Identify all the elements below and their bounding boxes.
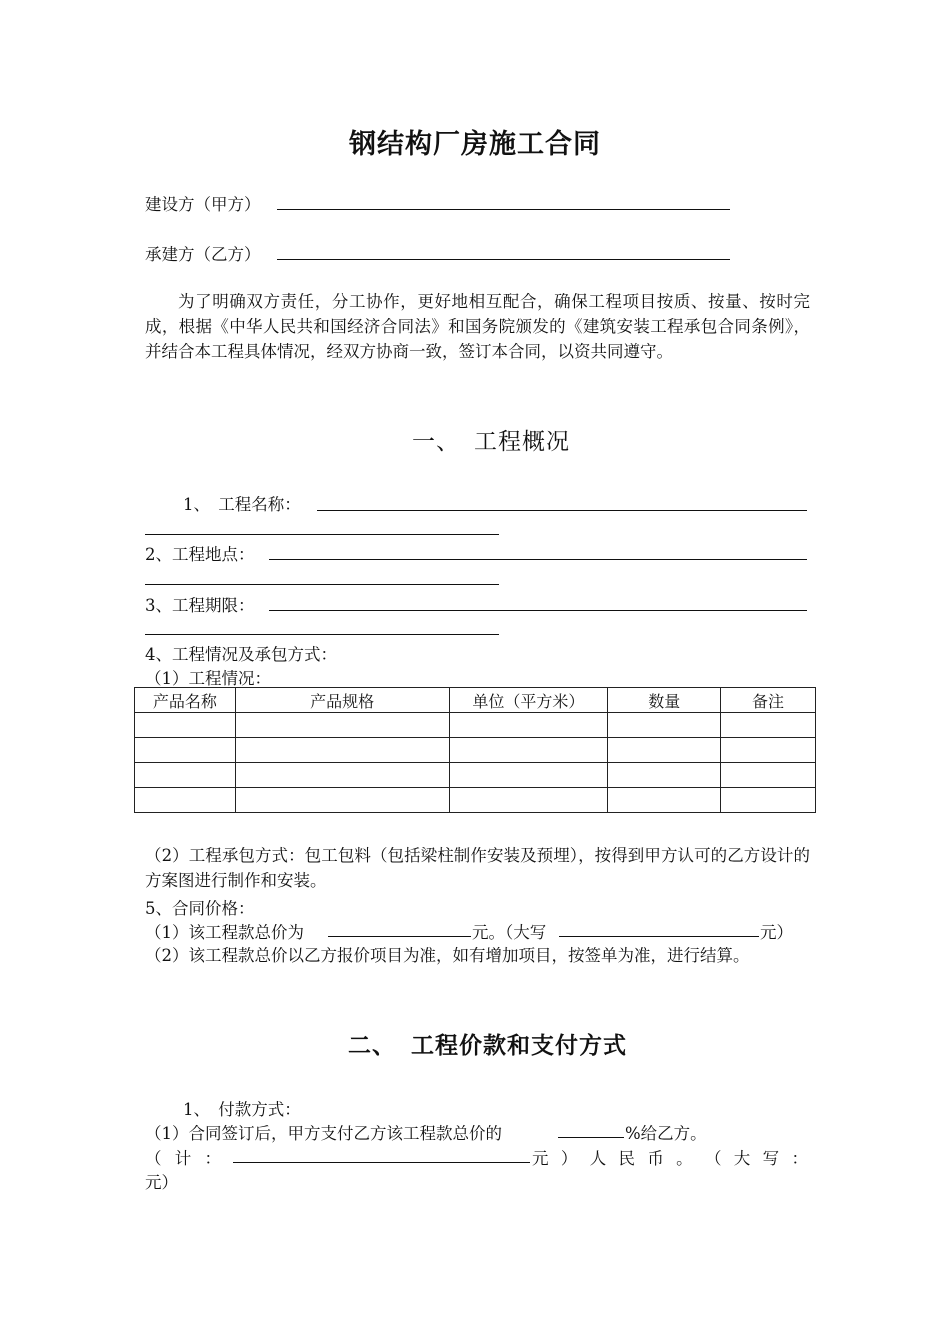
project-period-label: 3、工程期限： [145, 596, 255, 615]
calc-char: 。 [676, 1149, 693, 1168]
table-cell[interactable] [235, 788, 449, 813]
calc-suffix [532, 1145, 808, 1169]
calc-char: 元 [532, 1149, 549, 1168]
col-quantity: 数量 [608, 688, 721, 713]
calc-char: 民 [618, 1149, 635, 1168]
calc-char: 人 [589, 1149, 607, 1168]
intro-paragraph: 为了明确双方责任，分工协作，更好地相互配合，确保工程项目按质、按量、按时完成，根据《中华人民共和国经济合同法》和国务院颁发的《建筑安装工程承包合同条例》，并结合本工程具体情况，经双方协商一致，签订本合同，以资共同遵守。 [145, 292, 810, 361]
project-name-label: 1、 工程名称： [183, 495, 301, 514]
calc-end: 元） [145, 1173, 178, 1192]
section2-number: 二、 [348, 1033, 396, 1059]
table-cell[interactable] [135, 763, 236, 788]
project-name-field[interactable] [317, 510, 807, 511]
project-period-field[interactable] [269, 610, 807, 611]
table-row [135, 713, 816, 738]
contract-mode-paragraph: （2）工程承包方式：包工包料（包括梁柱制作安装及预埋），按得到甲方认可的乙方设计的方案图进行制作和安装。 [145, 846, 810, 890]
calc-char: 写 [762, 1149, 780, 1168]
table-cell[interactable] [135, 788, 236, 813]
project-status-label: 4、工程情况及承包方式： [145, 645, 337, 664]
calc-char: 币 [647, 1149, 664, 1168]
payment-method-label: 1、 付款方式： [183, 1100, 301, 1119]
table-cell[interactable] [449, 738, 608, 763]
calc-prefix [145, 1145, 221, 1169]
table-row [135, 788, 816, 813]
table-row [135, 763, 816, 788]
table-cell[interactable] [235, 713, 449, 738]
calc-char: ） [560, 1149, 578, 1168]
calc-char: ： [791, 1149, 808, 1168]
calc-char: 大 [733, 1149, 751, 1168]
price-mid: 元。（大写 [472, 923, 547, 942]
price-note-paragraph: （2）该工程款总价以乙方报价项目为准，如有增加项目，按签单为准，进行结算。 [145, 946, 750, 965]
party-a-field[interactable] [277, 209, 730, 210]
price-words-field[interactable] [559, 936, 759, 937]
contract-price-label: 5、合同价格： [145, 899, 255, 918]
table-cell[interactable] [608, 763, 721, 788]
document-title: 钢结构厂房施工合同 [349, 129, 601, 160]
payment-percent-field[interactable] [558, 1137, 624, 1138]
project-location-field[interactable] [269, 559, 807, 560]
table-cell[interactable] [608, 788, 721, 813]
calc-amount-field[interactable] [233, 1162, 530, 1163]
payment1-prefix: （1）合同签订后，甲方支付乙方该工程款总价的 [145, 1124, 502, 1143]
price-amount-field[interactable] [328, 936, 471, 937]
table-cell[interactable] [721, 763, 816, 788]
table-cell[interactable] [721, 738, 816, 763]
section1-number: 一、 [412, 429, 460, 455]
price-suffix: 元） [760, 923, 793, 942]
product-table [134, 687, 816, 813]
project-status-sub-label: （1）工程情况： [145, 669, 271, 688]
table-cell[interactable] [449, 788, 608, 813]
table-cell[interactable] [135, 738, 236, 763]
project-name-field-cont[interactable] [145, 534, 499, 535]
calc-char: 计 [174, 1149, 192, 1168]
section2-heading: 工程价款和支付方式 [411, 1033, 627, 1059]
col-product-spec: 产品规格 [235, 688, 449, 713]
section1-heading: 工程概况 [474, 429, 570, 455]
col-remarks: 备注 [721, 688, 816, 713]
table-cell[interactable] [449, 713, 608, 738]
calc-char: （ [145, 1149, 162, 1168]
table-cell[interactable] [235, 763, 449, 788]
table-cell[interactable] [449, 763, 608, 788]
table-row [135, 738, 816, 763]
calc-char: ： [204, 1149, 221, 1168]
party-b-field[interactable] [277, 259, 730, 260]
table-cell[interactable] [135, 713, 236, 738]
calc-char: （ [704, 1149, 722, 1168]
project-period-field-cont[interactable] [145, 634, 499, 635]
payment1-suffix: %给乙方。 [625, 1124, 707, 1143]
price-prefix: （1）该工程款总价为 [145, 923, 304, 942]
table-header-row [135, 688, 816, 713]
party-b-label: 承建方（乙方） [145, 245, 261, 264]
col-unit: 单位（平方米） [449, 688, 608, 713]
table-cell[interactable] [608, 713, 721, 738]
table-cell[interactable] [235, 738, 449, 763]
table-cell[interactable] [608, 738, 721, 763]
col-product-name: 产品名称 [135, 688, 236, 713]
project-location-field-cont[interactable] [145, 584, 499, 585]
table-cell[interactable] [721, 713, 816, 738]
project-location-label: 2、工程地点： [145, 545, 255, 564]
party-a-label: 建设方（甲方） [145, 195, 261, 214]
table-cell[interactable] [721, 788, 816, 813]
